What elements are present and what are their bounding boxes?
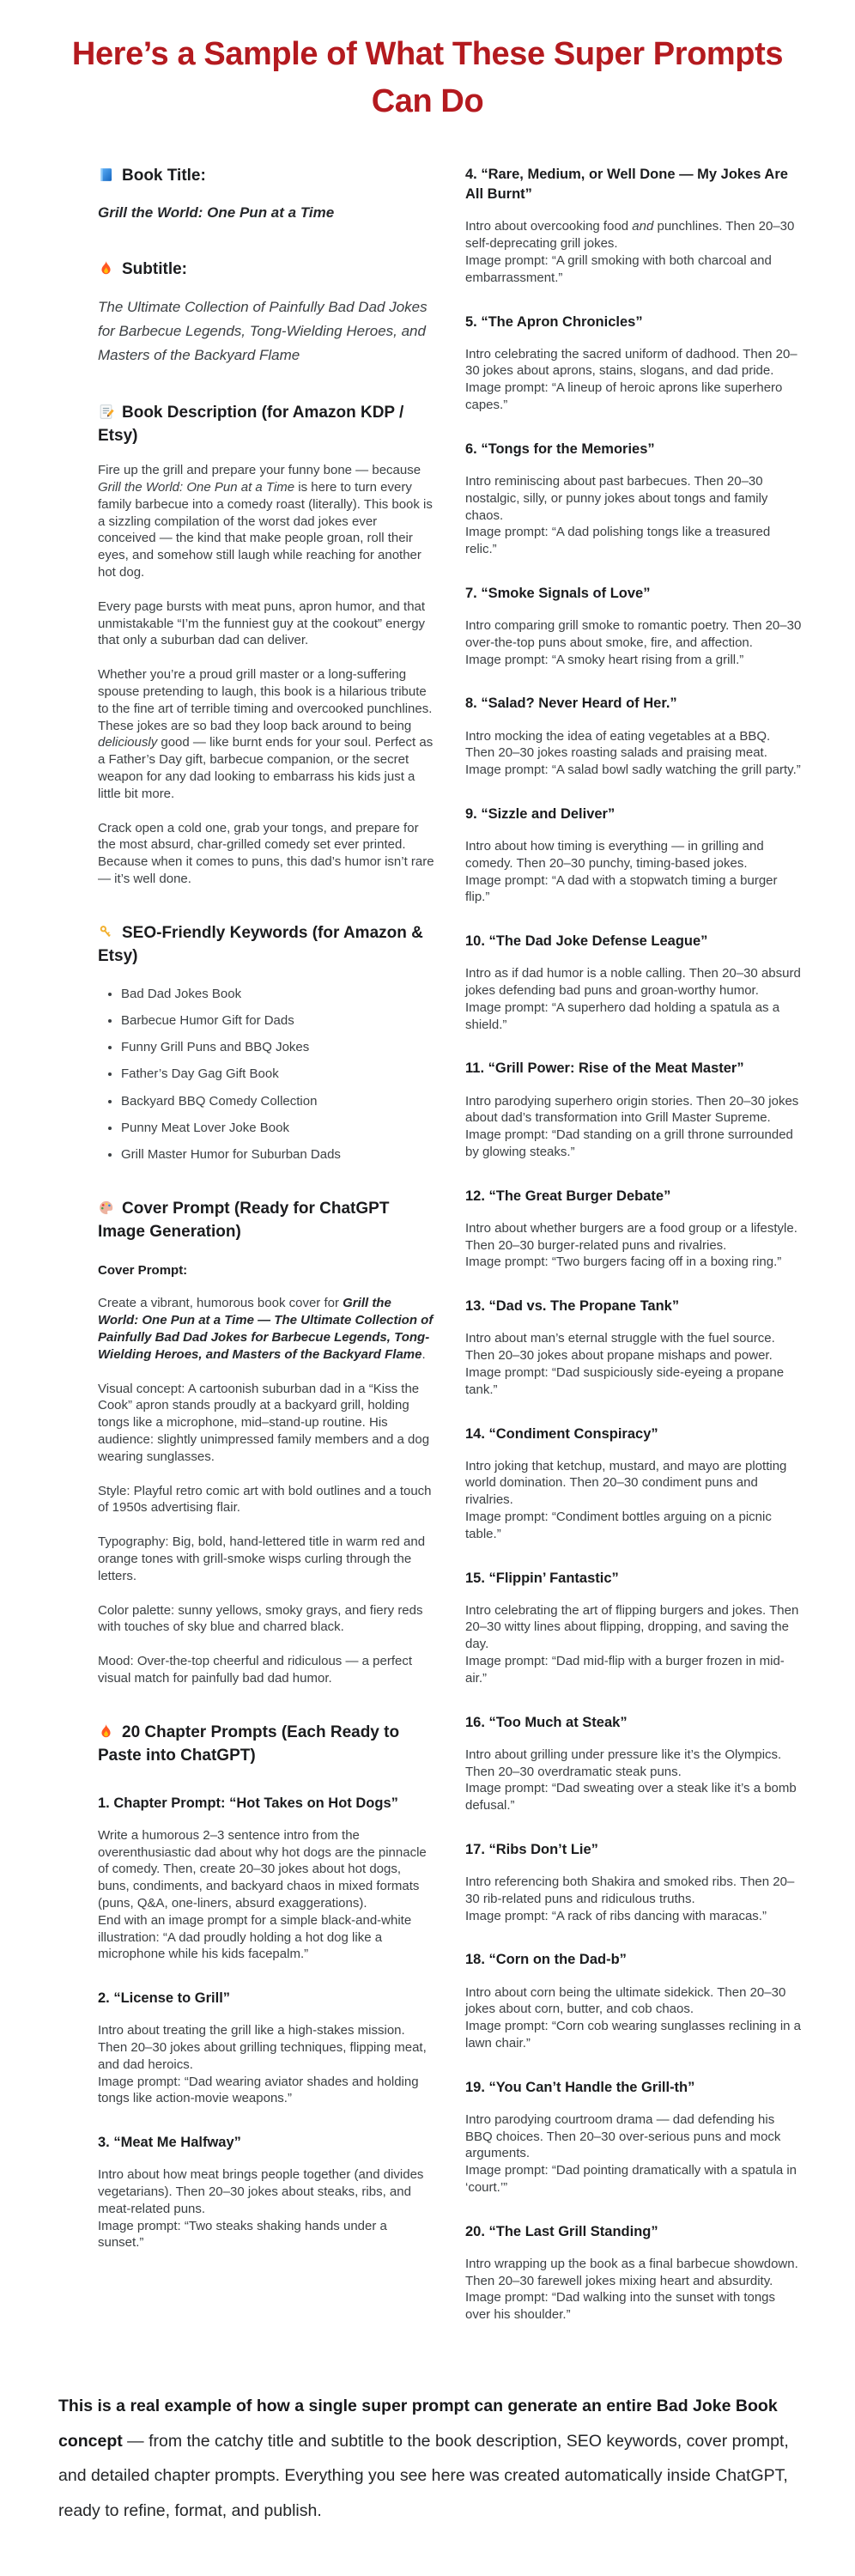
- chapter-body: Intro about treating the grill like a high-stakes mission. Then 20–30 jokes about grilling techniques, flipping meat, and dad heroics. Image prompt: “Dad wearing aviator shades and holding tongs like action-movie weapons.”: [98, 2023, 427, 2106]
- chapter-body: Intro about grilling under pressure like it’s the Olympics. Then 20–30 overdramatic steak puns. Image prompt: “Dad sweating over a steak like it’s a bomb defusal.”: [465, 1747, 797, 1814]
- chapter-prompt: [465, 1425, 802, 1543]
- keyword-item: • Punny Meat Lover Joke Book: [121, 1120, 434, 1137]
- chapter-prompt: [465, 165, 802, 286]
- chapter-body: Intro joking that ketchup, mustard, and mayo are plotting world domination. Then 20–30 condiment puns and rivalries. Image prompt: “Condiment bottles arguing on a picnic table.”: [465, 1458, 787, 1541]
- cover-heading: [98, 1198, 434, 1244]
- paragraph: Style: Playful retro comic art with bold outlines and a touch of 1950s advertising flair.: [98, 1483, 432, 1516]
- chapter-prompts-heading-label: 20 Chapter Prompts (Each Ready to Paste into ChatGPT): [98, 1722, 400, 1765]
- keywords-heading: [98, 922, 434, 969]
- chapter-title: 1. Chapter Prompt: “Hot Takes on Hot Dogs”: [98, 1795, 398, 1811]
- chapter-title: 2. “License to Grill”: [98, 1990, 231, 2007]
- chapter-prompt: [465, 805, 802, 906]
- chapter-body: Intro wrapping up the book as a final barbecue showdown. Then 20–30 farewell jokes mixing heart and absurdity. Image prompt: “Dad walking into the sunset with tongs over his shoulder.”: [465, 2256, 798, 2323]
- chapter-title: 11. “Grill Power: Rise of the Meat Master”: [465, 1060, 744, 1077]
- right-column: [465, 163, 802, 2349]
- paragraph: Color palette: sunny yellows, smoky grays, and fiery reds with touches of sky blue and charred black.: [98, 1602, 423, 1635]
- description-paragraphs: [98, 462, 434, 888]
- flame-icon: [98, 260, 114, 276]
- chapter-prompt: [465, 584, 802, 668]
- chapter-title: 8. “Salad? Never Heard of Her.”: [465, 696, 677, 712]
- chapter-title: 4. “Rare, Medium, or Well Done — My Jokes Are All Burnt”: [465, 167, 788, 203]
- chapter-prompt: [98, 2133, 434, 2251]
- paragraph: Mood: Over-the-top cheerful and ridiculous — a perfect visual match for painfully bad dad humor.: [98, 1654, 413, 1686]
- chapter-body: Intro parodying courtroom drama — dad defending his BBQ choices. Then 20–30 over-serious puns and mock arguments. Image prompt: “Dad pointing dramatically with a spatula in ‘court.’”: [465, 2111, 797, 2195]
- chapter-body: Intro celebrating the sacred uniform of dadhood. Then 20–30 jokes about aprons, stains, slogans, and dad pride. Image prompt: “A lineup of heroic aprons like superhero capes.”: [465, 346, 797, 413]
- paragraph: Typography: Big, bold, hand-lettered title in warm red and orange tones with grill-smoke wisps curling through the letters.: [98, 1534, 426, 1583]
- footer-note: [58, 2389, 800, 2528]
- keyword-item: • Father’s Day Gag Gift Book: [121, 1066, 434, 1083]
- left-column: [98, 163, 434, 2277]
- keyword-item: • Bad Dad Jokes Book: [121, 986, 434, 1003]
- chapter-prompt: [465, 440, 802, 558]
- chapter-prompt: [98, 1794, 434, 1963]
- chapter-prompt: [465, 1059, 802, 1160]
- chapter-prompt: [465, 1713, 802, 1814]
- chapter-body: Intro about man’s eternal struggle with the fuel source. Then 20–30 jokes about propane mishaps and power. Image prompt: “Dad suspiciously side-eyeing a propane tank.”: [465, 1331, 785, 1397]
- chapter-title: 5. “The Apron Chronicles”: [465, 313, 643, 330]
- chapter-body: Intro celebrating the art of flipping burgers and jokes. Then 20–30 witty lines about flipping, dropping, and saving the day. Image prompt: “Dad mid-flip with a burger frozen in mid-air.”: [465, 1602, 799, 1686]
- chapter-body: Intro mocking the idea of eating vegetables at a BBQ. Then 20–30 jokes roasting salads and praising meat. Image prompt: “A salad bowl sadly watching the grill party.”: [465, 728, 801, 778]
- book-title-label: Book Title:: [122, 167, 206, 185]
- cover-heading-label: Cover Prompt (Ready for ChatGPT Image Generation): [98, 1200, 390, 1242]
- chapter-prompt: [465, 1840, 802, 1924]
- subtitle-label: Subtitle:: [122, 259, 187, 278]
- subtitle-value: The Ultimate Collection of Painfully Bad Dad Jokes for Barbecue Legends, Tong-Wielding Heroes, and Masters of the Backyard Flame: [98, 298, 428, 364]
- keyword-item: • Grill Master Humor for Suburban Dads: [121, 1146, 434, 1163]
- chapter-body: Intro about how timing is everything — in grilling and comedy. Then 20–30 punchy, timing-based jokes. Image prompt: “A dad with a stopwatch timing a burger flip.”: [465, 838, 778, 905]
- key-icon: [98, 924, 114, 940]
- chapter-prompt: [465, 1950, 802, 2051]
- chapter-body: Intro about how meat brings people together (and divides vegetarians). Then 20–30 jokes about steaks, ribs, and meat-related puns. Image prompt: “Two steaks shaking hands under a sunset.”: [98, 2167, 424, 2251]
- chapter-title: 18. “Corn on the Dad-b”: [465, 1952, 627, 1968]
- chapter-body: Intro about overcooking food and punchlines. Then 20–30 self-deprecating grill jokes. Image prompt: “A grill smoking with both charcoal and embarrassment.”: [465, 219, 795, 285]
- chapter-body: Intro reminiscing about past barbecues. Then 20–30 nostalgic, silly, or punny jokes about tongs and family chaos. Image prompt: “A dad polishing tongs like a treasured relic.”: [465, 473, 771, 557]
- chapter-body: Intro about whether burgers are a food group or a lifestyle. Then 20–30 burger-related puns and rivalries. Image prompt: “Two burgers facing off in a boxing ring.”: [465, 1220, 797, 1270]
- paragraph: Create a vibrant, humorous book cover for Grill the World: One Pun at a Time — The Ultimate Collection of Painfully Bad Dad Jokes for Barbecue Legends, Tong-Wielding Heroes, and Masters of the Backyard Flame.: [98, 1296, 434, 1362]
- page-title: Here’s a Sample of What These Super Prompts Can Do: [71, 36, 784, 120]
- paragraph: Every page bursts with meat puns, apron humor, and that unmistakable “I’m the funniest guy at the cookout” energy that only a suburban dad can deliver.: [98, 598, 426, 648]
- chapter-prompt: [465, 1297, 802, 1398]
- description-heading-label: Book Description (for Amazon KDP / Etsy): [98, 404, 404, 446]
- chapter-prompt: [465, 932, 802, 1033]
- chapter-title: 13. “Dad vs. The Propane Tank”: [465, 1298, 680, 1315]
- keyword-item: • Barbecue Humor Gift for Dads: [121, 1012, 434, 1030]
- chapter-prompt: [465, 694, 802, 778]
- book-title-heading: [98, 165, 434, 188]
- subtitle-heading: [98, 258, 434, 282]
- chapter-title: 9. “Sizzle and Deliver”: [465, 805, 615, 822]
- paragraph: Fire up the grill and prepare your funny bone — because Grill the World: One Pun at a Time is here to turn every family barbecue into a comedy roast (literally). This book is a sizzling compilation of the worst dad jokes ever conceived — the kind that make people groan, roll their eyes, and somehow still laugh while reaching for another hot dog.: [98, 463, 433, 580]
- chapter-prompt: [465, 1569, 802, 1687]
- chapter-title: 17. “Ribs Don’t Lie”: [465, 1841, 598, 1857]
- cover-prompt-label: Cover Prompt:: [98, 1263, 188, 1279]
- chapter-body: Intro about corn being the ultimate sidekick. Then 20–30 jokes about corn, butter, and cob chaos. Image prompt: “Corn cob wearing sunglasses reclining in a lawn chair.”: [465, 1984, 802, 2050]
- paragraph: Whether you’re a proud grill master or a long-suffering spouse pretending to laugh, this book is a hilarious tribute to the fine art of terrible timing and overcooked punchlines. These jokes are so bad they loop back around to being deliciously good — like burnt ends for your soul. Perfect as a Father’s Day gift, barbecue companion, or the secret weapon for any dad looking to embarrass his kids just a little bit more.: [98, 667, 434, 801]
- chapter-title: 15. “Flippin’ Fantastic”: [465, 1570, 619, 1586]
- chapter-title: 7. “Smoke Signals of Love”: [465, 585, 651, 601]
- paragraph: Crack open a cold one, grab your tongs, and prepare for the most absurd, char-grilled comedy set ever printed. Because when it comes to puns, this dad’s humor isn’t rare — it’s well done.: [98, 820, 434, 886]
- chapter-body: Intro parodying superhero origin stories. Then 20–30 jokes about dad’s transformation into Grill Master Supreme. Image prompt: “Dad standing on a grill throne surrounded by glowing steaks.”: [465, 1093, 799, 1159]
- chapter-title: 12. “The Great Burger Debate”: [465, 1188, 671, 1204]
- chapters-1-3: [98, 1794, 434, 2252]
- chapter-prompts-heading: [98, 1722, 434, 1768]
- footer-note-rest: — from the catchy title and subtitle to the book description, SEO keywords, cover prompt, and detailed chapter prompts. Everything you see here was created automatically inside ChatGPT, ready to refine, format, and publish.: [58, 2431, 789, 2520]
- chapter-prompt: [465, 1187, 802, 1271]
- chapter-title: 20. “The Last Grill Standing”: [465, 2223, 658, 2239]
- cover-paragraphs: [98, 1295, 434, 1686]
- footer-note-bold: This is a real example of how a single super prompt can generate an entire Bad Joke Book concept: [58, 2397, 778, 2451]
- keywords-list: [98, 986, 434, 1164]
- chapter-prompt: [465, 313, 802, 414]
- keywords-heading-label: SEO-Friendly Keywords (for Amazon & Etsy): [98, 923, 423, 965]
- chapter-title: 3. “Meat Me Halfway”: [98, 2135, 241, 2151]
- keyword-item: • Funny Grill Puns and BBQ Jokes: [121, 1039, 434, 1056]
- chapter-body: Intro comparing grill smoke to romantic poetry. Then 20–30 over-the-top puns about smoke, fire, and affection. Image prompt: “A smoky heart rising from a grill.”: [465, 618, 802, 667]
- blue-book-icon: [98, 167, 114, 183]
- memo-pencil-icon: [98, 404, 114, 420]
- chapter-prompt: [465, 2078, 802, 2196]
- chapter-body: Write a humorous 2–3 sentence intro from the overenthusiastic dad about why hot dogs are the pinnacle of comedy. Then, create 20–30 jokes about hot dogs, buns, condiments, and backyard chaos in mixed formats (puns, Q&A, one-liners, absurd exaggerations). End with an image prompt for a simple black-and-white illustration: “A dad proudly holding a hot dog like a microphone while his kids facepalm.”: [98, 1827, 427, 1962]
- chapters-4-20: [465, 165, 802, 2324]
- flame-icon: [98, 1723, 114, 1740]
- chapter-title: 16. “Too Much at Steak”: [465, 1714, 628, 1730]
- chapter-body: Intro as if dad humor is a noble calling. Then 20–30 absurd jokes defending bad puns and groan-worthy humor. Image prompt: “A superhero dad holding a spatula as a shield.”: [465, 966, 801, 1032]
- palette-icon: [98, 1200, 114, 1216]
- chapter-title: 10. “The Dad Joke Defense League”: [465, 933, 708, 950]
- content-columns: [98, 163, 802, 2349]
- keyword-item: • Backyard BBQ Comedy Collection: [121, 1093, 434, 1110]
- chapter-title: 14. “Condiment Conspiracy”: [465, 1425, 658, 1442]
- chapter-body: Intro referencing both Shakira and smoked ribs. Then 20–30 rib-related puns and ridiculous truths. Image prompt: “A rack of ribs dancing with maracas.”: [465, 1874, 795, 1923]
- chapter-title: 6. “Tongs for the Memories”: [465, 440, 655, 457]
- description-heading: [98, 402, 434, 448]
- chapter-prompt: [465, 2222, 802, 2324]
- paragraph: Visual concept: A cartoonish suburban dad in a “Kiss the Cook” apron stands proudly at a backyard grill, holding tongs like a microphone, mid–stand-up routine. His audience: slightly unimpressed family members and a dog wearing sunglasses.: [98, 1381, 430, 1464]
- book-title-value: Grill the World: One Pun at a Time: [98, 204, 335, 222]
- chapter-prompt: [98, 1989, 434, 2107]
- chapter-title: 19. “You Can’t Handle the Grill-th”: [465, 2079, 695, 2095]
